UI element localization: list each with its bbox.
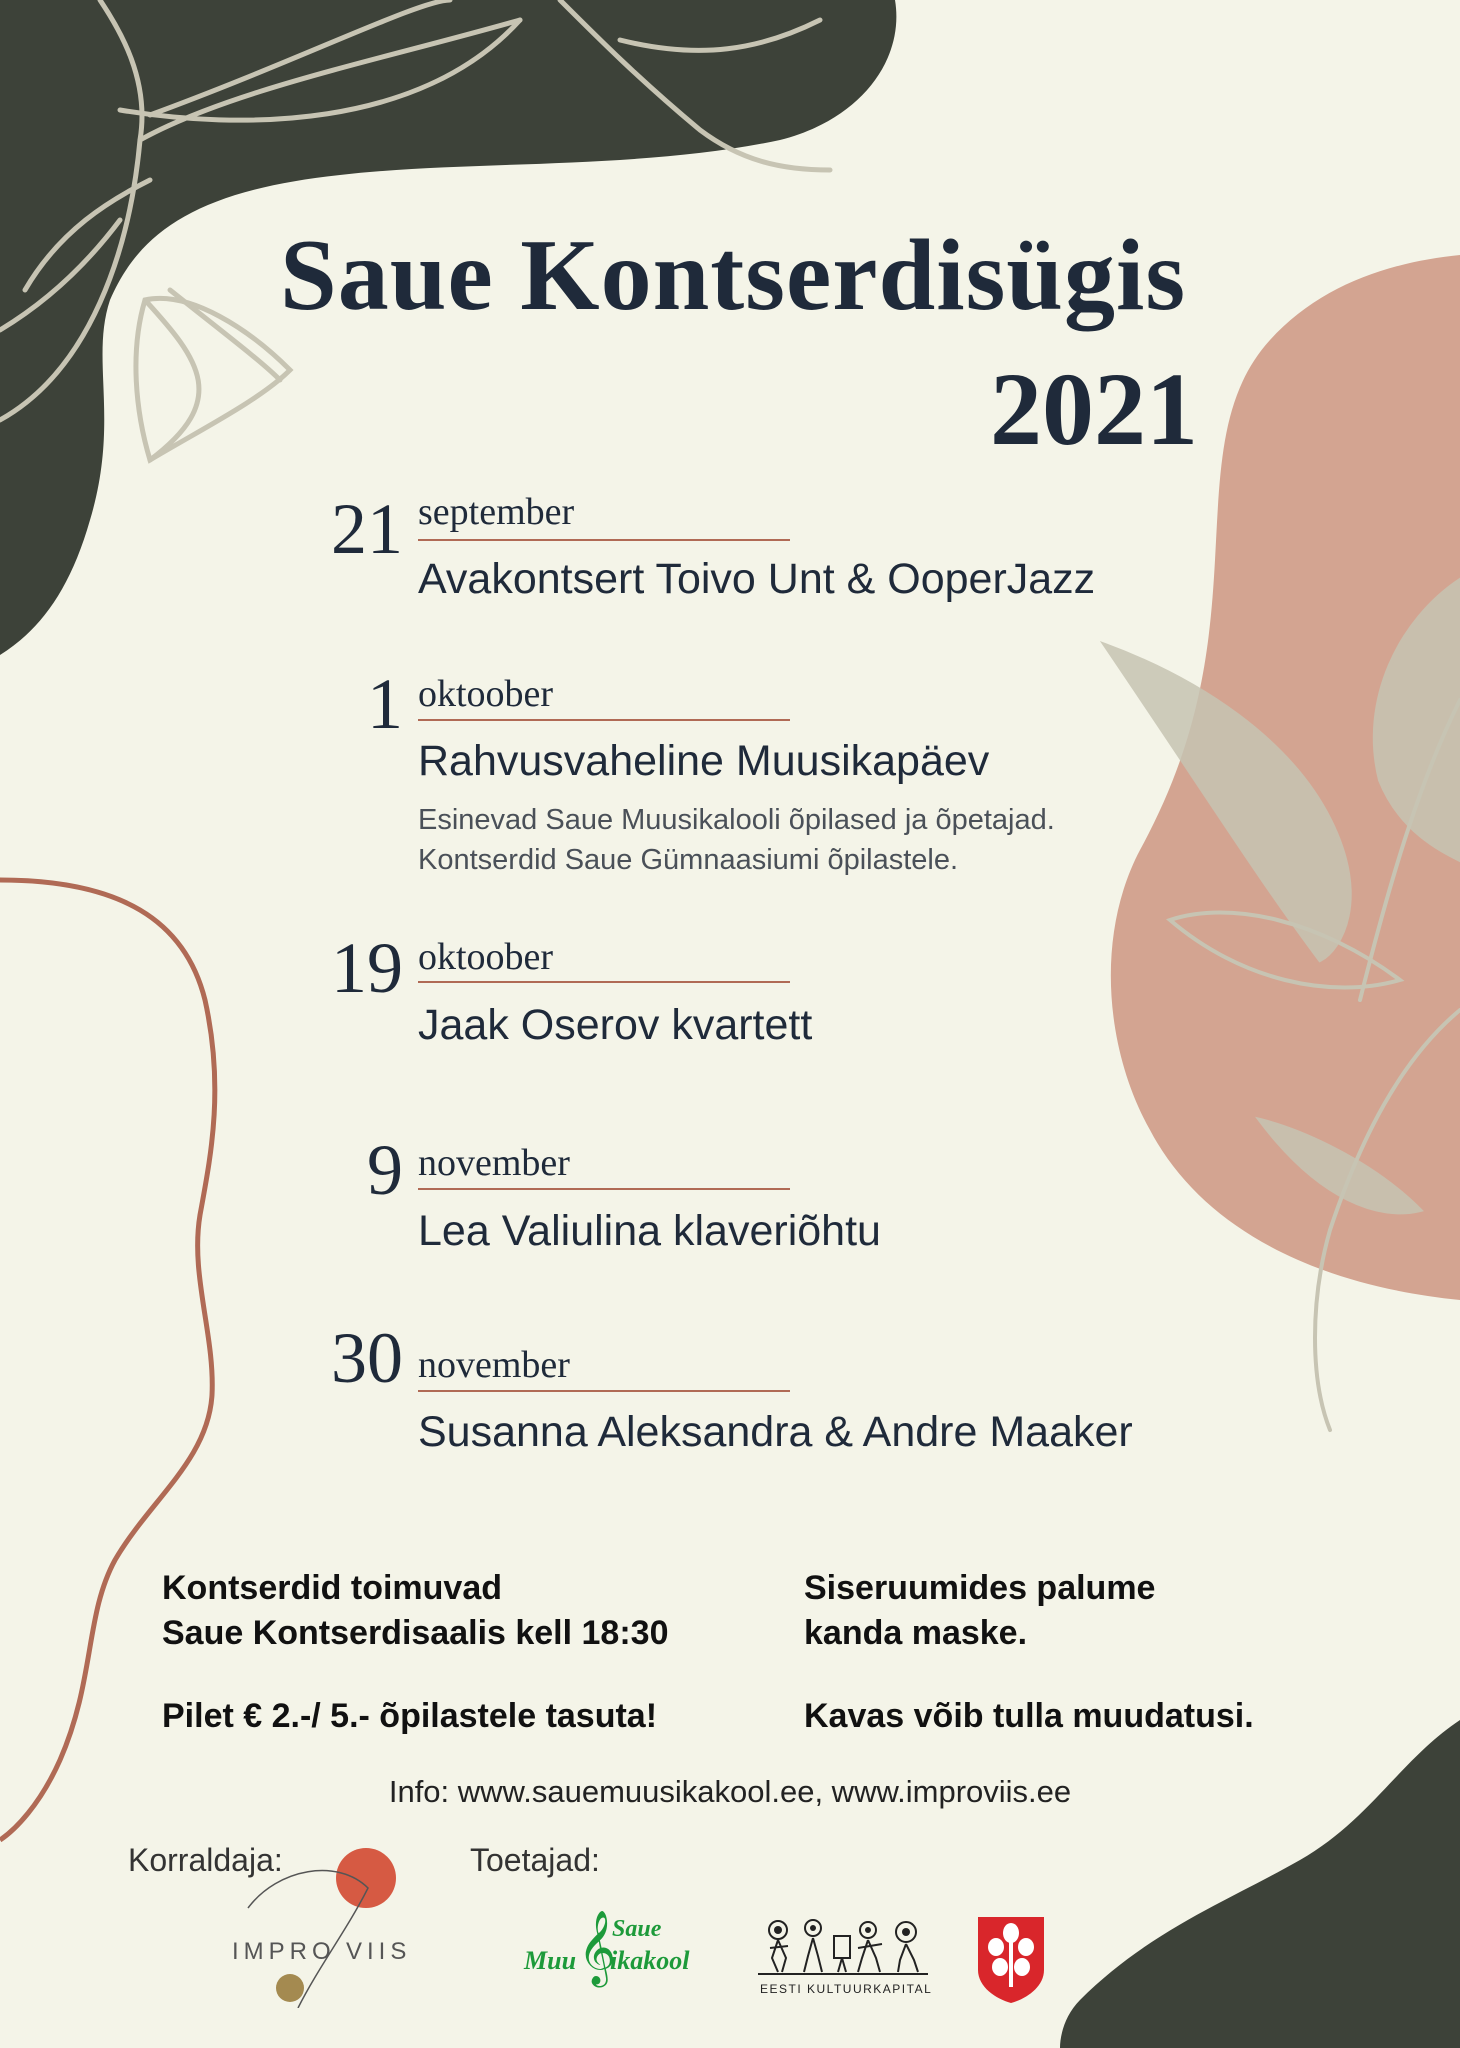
- treble-clef-icon: 𝄞: [578, 1911, 616, 1985]
- event-month: november: [418, 1142, 570, 1184]
- improviis-text-right: VIIS: [346, 1938, 412, 1965]
- event-divider: [418, 1390, 790, 1392]
- dark-blob-bottom-right: [1060, 1720, 1460, 2048]
- venue-line: Kontserdid toimuvad: [162, 1569, 503, 1607]
- improviis-logo: [228, 1848, 428, 2008]
- event-day: 21: [331, 489, 403, 569]
- changes-info: Kavas võib tulla muudatusi.: [804, 1697, 1254, 1735]
- sponsors-label: Toetajad:: [470, 1842, 600, 1878]
- music-school-left-text: Muu: [524, 1946, 577, 1975]
- event-title: Rahvusvaheline Muusikapäev: [418, 737, 990, 785]
- event-description: Kontserdid Saue Gümnaasiumi õpilastele.: [418, 844, 959, 876]
- kultuurkapital-logo: [758, 1918, 933, 2002]
- coat-of-arms-icon: [976, 1915, 1046, 2005]
- kultuurkapital-text: EESTI KULTUURKAPITAL: [760, 1982, 933, 1996]
- event-title: Avakontsert Toivo Unt & OoperJazz: [418, 555, 1096, 603]
- poster-title: Saue Kontserdisügis: [280, 219, 1187, 332]
- saue-music-school-logo: [520, 1911, 730, 2006]
- info-links: Info: www.sauemuusikakool.ee, www.improviis.ee: [388, 1774, 1072, 1809]
- event-month: oktoober: [418, 673, 554, 715]
- event-day: 30: [331, 1318, 403, 1398]
- venue-line: Saue Kontserdisaalis kell 18:30: [162, 1614, 669, 1652]
- organizer-label: Korraldaja:: [128, 1842, 283, 1878]
- event-divider: [418, 1188, 790, 1190]
- improviis-text-left: IMPRO: [232, 1938, 336, 1965]
- poster-year: 2021: [990, 352, 1198, 467]
- event-description: Esinevad Saue Muusikalooli õpilased ja õpetajad.: [418, 804, 1055, 836]
- music-school-right-text: ikakool: [610, 1946, 690, 1975]
- improviis-logo-graphic: [228, 1848, 428, 2008]
- event-day: 1: [367, 664, 403, 744]
- event-day: 19: [331, 928, 403, 1008]
- event-title: Jaak Oserov kvartett: [418, 1001, 813, 1049]
- event-divider: [418, 981, 790, 983]
- event-month: oktoober: [418, 936, 554, 978]
- saue-coat-of-arms: [976, 1915, 1046, 2005]
- mask-line: Siseruumides palume: [804, 1569, 1156, 1607]
- event-month: september: [418, 491, 575, 533]
- kultuurkapital-figures-graphic: [758, 1918, 928, 1978]
- ticket-info: Pilet € 2.-/ 5.- õpilastele tasuta!: [162, 1697, 658, 1735]
- event-day: 9: [367, 1130, 403, 1210]
- event-title: Lea Valiulina klaveriõhtu: [418, 1207, 881, 1255]
- event-title: Susanna Aleksandra & Andre Maaker: [418, 1408, 1133, 1456]
- venue-info: [162, 1566, 668, 1656]
- event-divider: [418, 719, 790, 721]
- mask-line: kanda maske.: [804, 1614, 1028, 1652]
- mask-info: [804, 1566, 1155, 1656]
- event-month: november: [418, 1344, 570, 1386]
- event-divider: [418, 539, 790, 541]
- music-school-top-text: Saue: [612, 1916, 662, 1942]
